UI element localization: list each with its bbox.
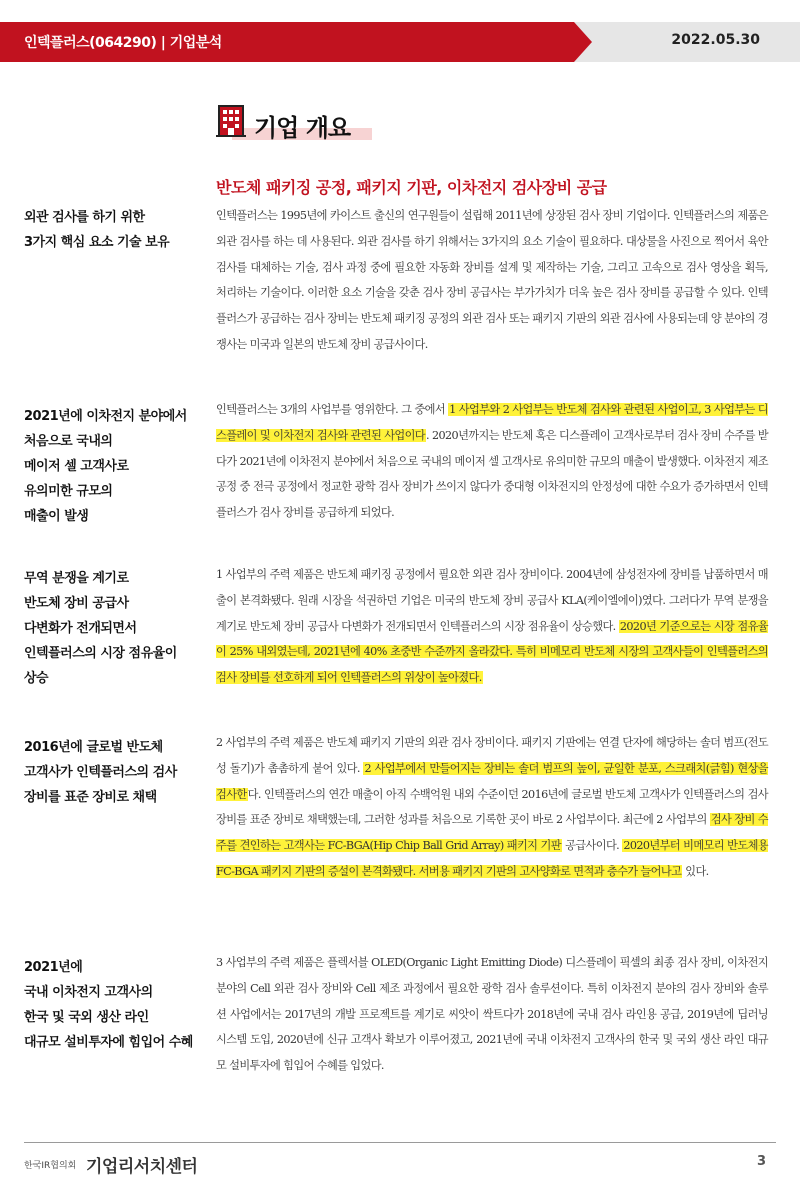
paragraph-text: 다. 인텍플러스의 연간 매출이 아직 수백억원 내외 수준이던 2016년에 글로벌 반도체 고객사가 인텍플러스의 검사 장비를 표준 장비로 채택했는데, 그러한 성과를 처음으로 기록한 곳이 바로 2 사업부이다. 최근에 2 사업부의 [216,787,768,827]
page-number: 3 [756,1154,766,1169]
highlighted-text: 2020년부터 비메모리 반도체용 FC-BGA 패키지 기판의 증설이 본격화됐다. 서버용 패키지 기판의 고사양화로 면적과 층수가 늘어나고 [216,839,769,878]
body-paragraph [216,203,768,358]
side-label-line: 2021년에 [24,960,83,975]
body-paragraph [216,950,768,1079]
body-paragraph [216,562,768,691]
report-title: 인텍플러스(064290) | 기업분석 [24,35,222,51]
highlighted-text: 1 사업부와 2 사업부는 반도체 검사와 관련된 사업이고, 3 사업부는 디스플레이 및 이차전지 검사와 관련된 사업이다 [216,403,768,442]
side-label-line: 2021년에 이차전지 분야에서 [24,409,187,424]
side-label-line: 국내 이차전지 고객사의 [24,985,153,1000]
side-label-line: 고객사가 인텍플러스의 검사 [24,765,177,780]
side-label-line: 처음으로 국내의 [24,434,113,449]
side-label-line: 메이저 셀 고객사로 [24,459,129,474]
side-label [24,566,204,691]
side-label-line: 무역 분쟁을 계기로 [24,571,129,586]
section-title: 기업 개요 [254,114,351,142]
highlighted-text: 검사 장비 수주를 견인하는 고객사는 FC-BGA(Hip Chip Ball Grid Array) 패키지 기판 [216,813,769,853]
paragraph-text: 인텍플러스는 1995년에 카이스트 출신의 연구원들이 설립해 2011년에 상장된 검사 장비 기업이다. 인텍플러스의 제품은 외관 검사를 하는 데 사용된다. 외관 검사를 하기 위해서는 3가지의 요소 기술이 필요하다. 대상물을 사진으로 찍어서 육안 검사를 대체하는 기술, 검사 과정 중에 필요한 자동화 장비를 설계 및 제작하는 기술, 그리고 고속으로 검사 영상을 획득, 처리하는 기술이다. 이러한 요소 기술을 갖춘 검사 장비 공급사는 부가가치가 더욱 높은 검사 장비를 공급할 수 있다. 인텍플러스가 공급하는 검사 장비는 반도체 패키징 공정의 외관 검사 또는 패키지 기판의 외관 검사에 사용되는데 양 분야의 경쟁사는 미국과 일본의 반도체 장비 공급사이다. [216,209,768,351]
paragraph-text: . 2020년까지는 반도체 혹은 디스플레이 고객사로부터 검사 장비 수주를 받다가 2021년에 이차전지 분야에서 처음으로 국내의 메이저 셀 고객사로 유의미한 규모의 매출이 발생했다. 이차전지 제조 공정 중 전극 공정에서 정교한 광학 검사 장비가 쓰이지 않다가 중대형 이차전지의 안정성에 대한 수요가 증가하면서 인텍플러스가 검사 장비를 공급하게 되었다. [216,428,769,520]
body-paragraph [216,397,768,526]
report-date: 2022.05.30 [671,32,760,48]
side-label-line: 2016년에 글로벌 반도체 [24,740,163,755]
highlighted-text: 2 사업부에서 만들어지는 장비는 솔더 범프의 높이, 균일한 분포, 스크래치(긁힘) 현상을 검사한 [216,761,768,801]
building-icon [216,104,246,138]
side-label-line: 유의미한 규모의 [24,484,113,499]
side-label-line: 반도체 장비 공급사 [24,596,129,611]
footer-center-name: 기업리서치센터 [86,1157,198,1177]
footer-divider [24,1142,776,1143]
paragraph-text: 인텍플러스는 3개의 사업부를 영위한다. 그 중에서 [216,403,449,416]
paragraph-text: 1 사업부의 주력 제품은 반도체 패키징 공정에서 필요한 외관 검사 장비이다. 2004년에 삼성전자에 장비를 납품하면서 매출이 본격화됐다. 원래 시장을 석권하던 기업은 미국의 반도체 장비 공급사 KLA(케이엘에이)였다. 그러다가 무역 분쟁을 계기로 반도체 장비 공급사 다변화가 전개되면서 인텍플러스의 시장 점유율이 상승했다. [216,568,768,633]
side-label [24,404,204,529]
side-label-line: 상승 [24,671,49,686]
section-subtitle: 반도체 패키징 공정, 패키지 기판, 이차전지 검사장비 공급 [216,178,607,197]
paragraph-text: 3 사업부의 주력 제품은 플렉서블 OLED(Organic Light Emitting Diode) 디스플레이 픽셀의 최종 검사 장비, 이차전지 분야의 Cell 외관 검사 장비와 Cell 제조 과정에서 필요한 광학 검사 솔루션이다. 특히 이차전지 분야의 검사 장비와 솔루션 사업에서는 2017년의 개발 프로젝트를 계기로 씨앗이 싹트다가 2018년에 국내 검사 라인용 공급, 2019년에 딥러닝 시스템 도입, 2020년에 신규 고객사 확보가 이루어졌고, 2021년에 국내 이차전지 고객사의 한국 및 국외 생산 라인 대규모 설비투자에 힘입어 수혜를 입었다. [216,956,768,1073]
body-paragraph [216,730,768,885]
side-label-line: 대규모 설비투자에 힘입어 수혜 [24,1035,193,1050]
side-label-line: 인텍플러스의 시장 점유율이 [24,646,177,661]
side-label [24,955,204,1055]
side-label [24,205,204,255]
paragraph-text: 공급사이다. [561,839,623,853]
paragraph-text: 있다. [682,864,709,878]
side-label [24,735,204,810]
highlighted-text: 2020년 기준으로는 시장 점유율이 25% 내외였는데, 2021년에 40% 초중반 수준까지 올라갔다. 특히 비메모리 반도체 시장의 고객사들이 인텍플러스의 검사 장비를 선호하게 되어 인텍플러스의 위상이 높아졌다. [216,619,768,685]
side-label-line: 3가지 핵심 요소 기술 보유 [24,235,170,250]
paragraph-text: 2 사업부의 주력 제품은 반도체 패키지 기판의 외관 검사 장비이다. 패키지 기판에는 연결 단자에 해당하는 솔더 범프(전도성 돌기)가 촘촘하게 붙어 있다. [216,736,768,775]
side-label-line: 장비를 표준 장비로 채택 [24,790,157,805]
side-label-line: 다변화가 전개되면서 [24,621,137,636]
footer-org: 한국IR협의회 [24,1161,77,1171]
side-label-line: 외관 검사를 하기 위한 [24,210,145,225]
side-label-line: 한국 및 국외 생산 라인 [24,1010,149,1025]
side-label-line: 매출이 발생 [24,509,89,524]
